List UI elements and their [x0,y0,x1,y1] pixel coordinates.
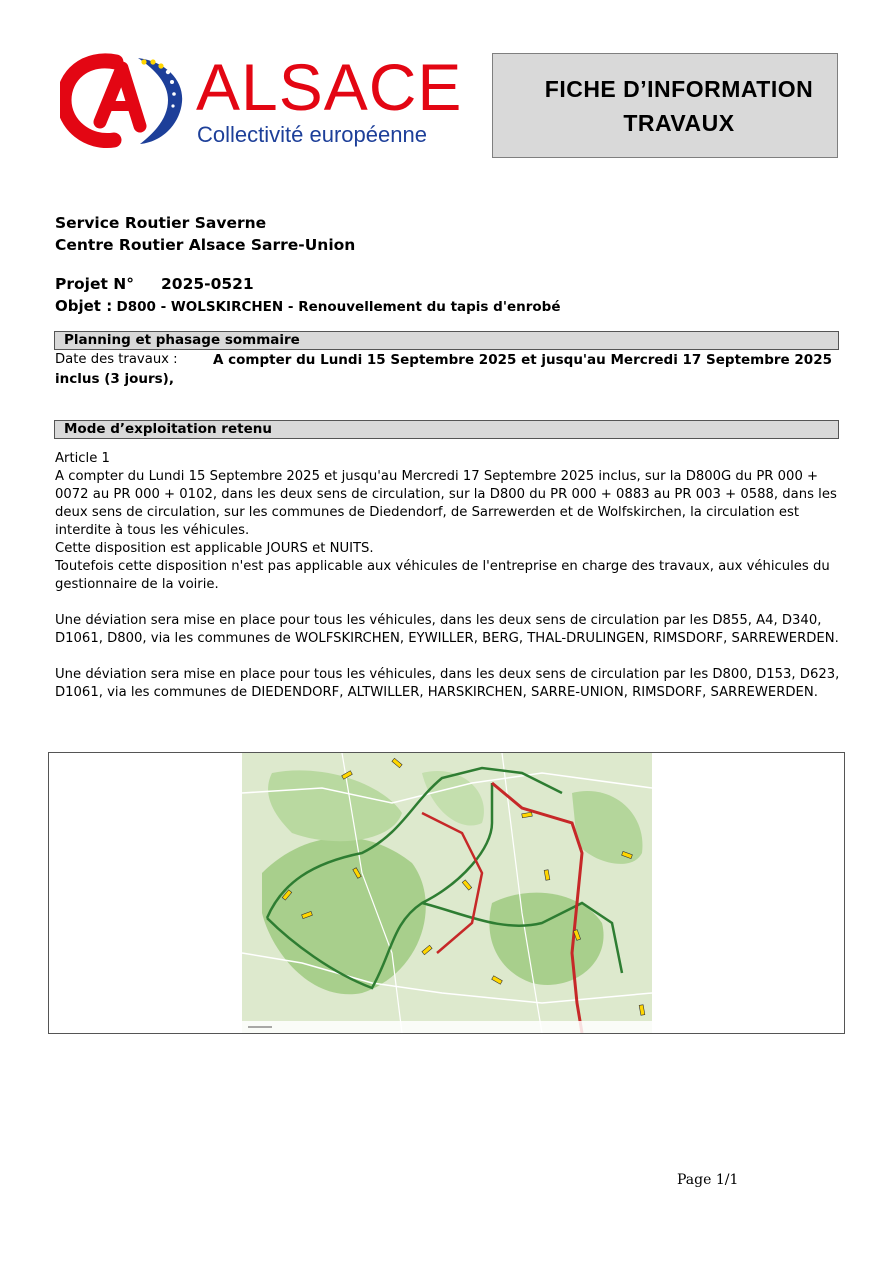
objet-text: D800 - WOLSKIRCHEN - Renouvellement du tapis d'enrobé [116,299,561,315]
dates-value: A compter du Lundi 15 Septembre 2025 et jusqu'au Mercredi 17 Septembre 2025 [213,352,832,368]
article-paragraph-3: Toutefois cette disposition n'est pas applicable aux véhicules de l'entreprise en charge des travaux, aux véhicules du gestionnaire de la voirie. [55,559,830,592]
logo-brand: ALSACE [196,50,463,124]
article-paragraph-1: A compter du Lundi 15 Septembre 2025 et jusqu'au Mercredi 17 Septembre 2025 inclus, sur la D800G du PR 000 + 0072 au PR 000 + 0102, dans les deux sens de circulation, sur la D800 du PR 000 + 0883 au PR 003 + 0588, dans les deux sens de circulation, sur les communes de Diedendorf, de Sarrewerden et de Wolfskirchen, la circulation est interdite à tous les véhicules. [55,469,837,538]
page-number: Page 1/1 [677,1172,739,1188]
projet-label: Projet N° [55,275,135,293]
alsace-emblem-icon [60,50,190,150]
service-name: Service Routier Saverne [55,214,267,232]
objet-label: Objet : [55,297,113,315]
article-block [55,450,845,702]
deviation-paragraph-2: Une déviation sera mise en place pour tous les véhicules, dans les deux sens de circulation par les D800, D153, D623, D1061, via les communes de DIEDENDORF, ALTWILLER, HARSKIRCHEN, SARRE-UNION, RIMSDORF, SARREWERDEN. [55,667,840,700]
map-frame [48,752,845,1034]
projet-number: 2025-0521 [161,275,254,293]
planning-heading: Planning et phasage sommaire [54,331,839,350]
logo-tagline: Collectivité européenne [197,122,427,147]
centre-name: Centre Routier Alsace Sarre-Union [55,236,356,254]
deviation-paragraph-1: Une déviation sera mise en place pour tous les véhicules, dans les deux sens de circulation par les D855, A4, D340, D1061, D800, via les communes de WOLFSKIRCHEN, EYWILLER, BERG, THAL-DRULINGEN, RIMSDORF, SARREWERDEN. [55,613,839,646]
objet-line [55,297,560,315]
alsace-logo [60,50,463,150]
article-paragraph-2: Cette disposition est applicable JOURS et NUITS. [55,541,374,556]
mode-heading: Mode d’exploitation retenu [54,420,839,439]
dates-continuation: inclus (3 jours), [55,371,174,387]
dates-label: Date des travaux : [55,352,178,367]
document-title-box [492,53,838,158]
deviation-map [242,753,652,1033]
projet-line [55,275,254,293]
article-title: Article 1 [55,451,110,466]
title-line-1: FICHE D’INFORMATION [544,75,814,102]
title-line-2: TRAVAUX [623,109,735,136]
